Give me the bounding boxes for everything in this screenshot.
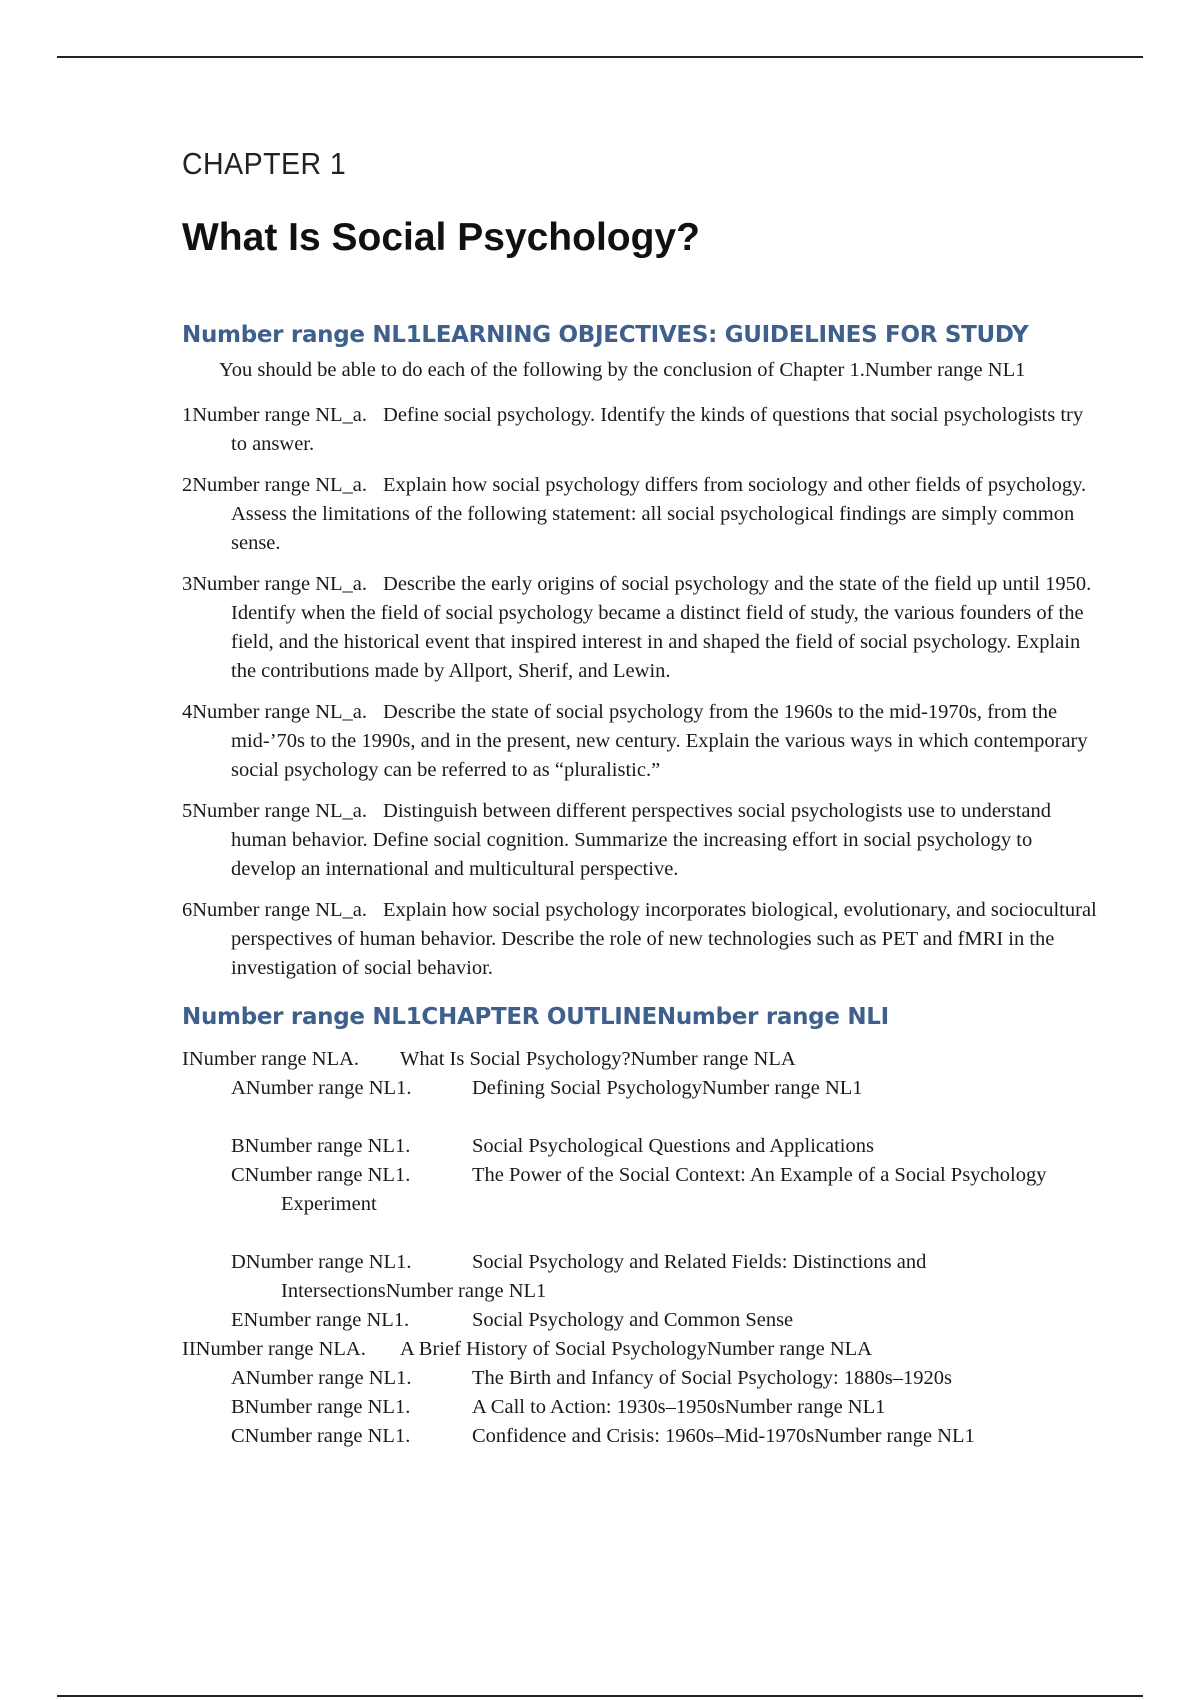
- outline-subsection: [182, 1422, 1097, 1451]
- outline-section-number: INumber range NLA.: [182, 1048, 360, 1070]
- objective-text: Describe the state of social psychology from the 1960s to the mid-1970s, from the mid-’70s to the 1990s, and in the present, new century. Explain the various ways in which contemporary social psychology can be referred to as “pluralistic.”: [231, 701, 1088, 781]
- outline-spacer: [182, 1103, 1097, 1132]
- learning-objectives-intro: You should be able to do each of the following by the conclusion of Chapter 1.Number range NL1: [219, 359, 1026, 381]
- objective-number: 5Number range NL_a.: [182, 800, 368, 822]
- objective-item: [182, 570, 1097, 686]
- outline-subsection: [182, 1306, 1097, 1335]
- outline-subsection-letter: DNumber range NL1.: [231, 1251, 412, 1273]
- outline-subsection: [182, 1161, 1097, 1190]
- learning-objectives-list: [182, 401, 1097, 995]
- objective-text: Describe the early origins of social psychology and the state of the field up until 1950. Identify when the field of social psychology became a distinct field of study, the various founders of the field, and the historical event that inspired interest in and shaped the field of social psychology. Explain the contributions made by Allport, Sherif, and Lewin.: [231, 573, 1092, 682]
- outline-subsection-continuation: Experiment: [281, 1193, 377, 1215]
- outline-subsection: [182, 1074, 1097, 1103]
- objective-item: [182, 471, 1097, 558]
- outline-subsection-letter: CNumber range NL1.: [231, 1164, 411, 1186]
- chapter-label: CHAPTER 1: [182, 146, 347, 181]
- outline-subsection-title: Defining Social PsychologyNumber range NL1: [472, 1077, 863, 1099]
- objective-number: 1Number range NL_a.: [182, 404, 368, 426]
- outline-subsection-continuation: IntersectionsNumber range NL1: [281, 1280, 547, 1302]
- outline-subsection-title: The Birth and Infancy of Social Psychology: 1880s–1920s: [472, 1367, 952, 1389]
- outline-subsection-letter: BNumber range NL1.: [231, 1396, 411, 1418]
- outline-spacer: [182, 1219, 1097, 1248]
- outline-subsection: [182, 1393, 1097, 1422]
- top-rule: [57, 56, 1143, 58]
- outline-subsection-letter: ANumber range NL1.: [231, 1077, 412, 1099]
- outline-subsection: [182, 1132, 1097, 1161]
- objective-number: 4Number range NL_a.: [182, 701, 368, 723]
- outline-section-title: A Brief History of Social PsychologyNumber range NLA: [400, 1338, 872, 1360]
- objective-text: Distinguish between different perspectives social psychologists use to understand human behavior. Define social cognition. Summarize the increasing effort in social psychology to develop an international and multicultural perspective.: [231, 800, 1052, 880]
- objective-text: Explain how social psychology differs from sociology and other fields of psychology. Assess the limitations of the following statement: all social psychological findings are simply common sense.: [231, 474, 1087, 554]
- outline-subsection-letter: CNumber range NL1.: [231, 1425, 411, 1447]
- outline-subsection-letter: ENumber range NL1.: [231, 1309, 410, 1331]
- outline-subsection-title: Social Psychological Questions and Applications: [472, 1135, 874, 1157]
- bottom-rule: [57, 1695, 1143, 1697]
- objective-item: [182, 698, 1097, 785]
- objective-item: [182, 797, 1097, 884]
- chapter-outline-heading: Number range NL1CHAPTER OUTLINENumber range NLI: [182, 1004, 889, 1030]
- outline-subsection: [182, 1248, 1097, 1277]
- outline-subsection-letter: BNumber range NL1.: [231, 1135, 411, 1157]
- objective-item: [182, 896, 1097, 983]
- chapter-outline: [182, 1045, 1097, 1451]
- outline-subsection-title: A Call to Action: 1930s–1950sNumber range NL1: [472, 1396, 886, 1418]
- objective-number: 3Number range NL_a.: [182, 573, 368, 595]
- objective-number: 2Number range NL_a.: [182, 474, 368, 496]
- objective-text: Define social psychology. Identify the kinds of questions that social psychologists try to answer.: [231, 404, 1084, 455]
- outline-subsection-title: Social Psychology and Related Fields: Distinctions and: [472, 1251, 927, 1273]
- outline-subsection-title: Confidence and Crisis: 1960s–Mid-1970sNumber range NL1: [472, 1425, 975, 1447]
- outline-subsection-letter: ANumber range NL1.: [231, 1367, 412, 1389]
- learning-objectives-heading: Number range NL1LEARNING OBJECTIVES: GUIDELINES FOR STUDY: [182, 322, 1029, 348]
- objective-number: 6Number range NL_a.: [182, 899, 368, 921]
- outline-section: [182, 1335, 1097, 1364]
- objective-item: [182, 401, 1097, 459]
- outline-subsection-title: Social Psychology and Common Sense: [472, 1309, 794, 1331]
- outline-subsection: [182, 1364, 1097, 1393]
- outline-section: [182, 1045, 1097, 1074]
- outline-subsection-title: The Power of the Social Context: An Example of a Social Psychology: [472, 1164, 1047, 1186]
- chapter-title: What Is Social Psychology?: [182, 216, 700, 259]
- outline-section-number: IINumber range NLA.: [182, 1338, 366, 1360]
- objective-text: Explain how social psychology incorporates biological, evolutionary, and sociocultural perspectives of human behavior. Describe the role of new technologies such as PET and fMRI in the investigation of social behavior.: [231, 899, 1097, 979]
- outline-section-title: What Is Social Psychology?Number range NLA: [400, 1048, 796, 1070]
